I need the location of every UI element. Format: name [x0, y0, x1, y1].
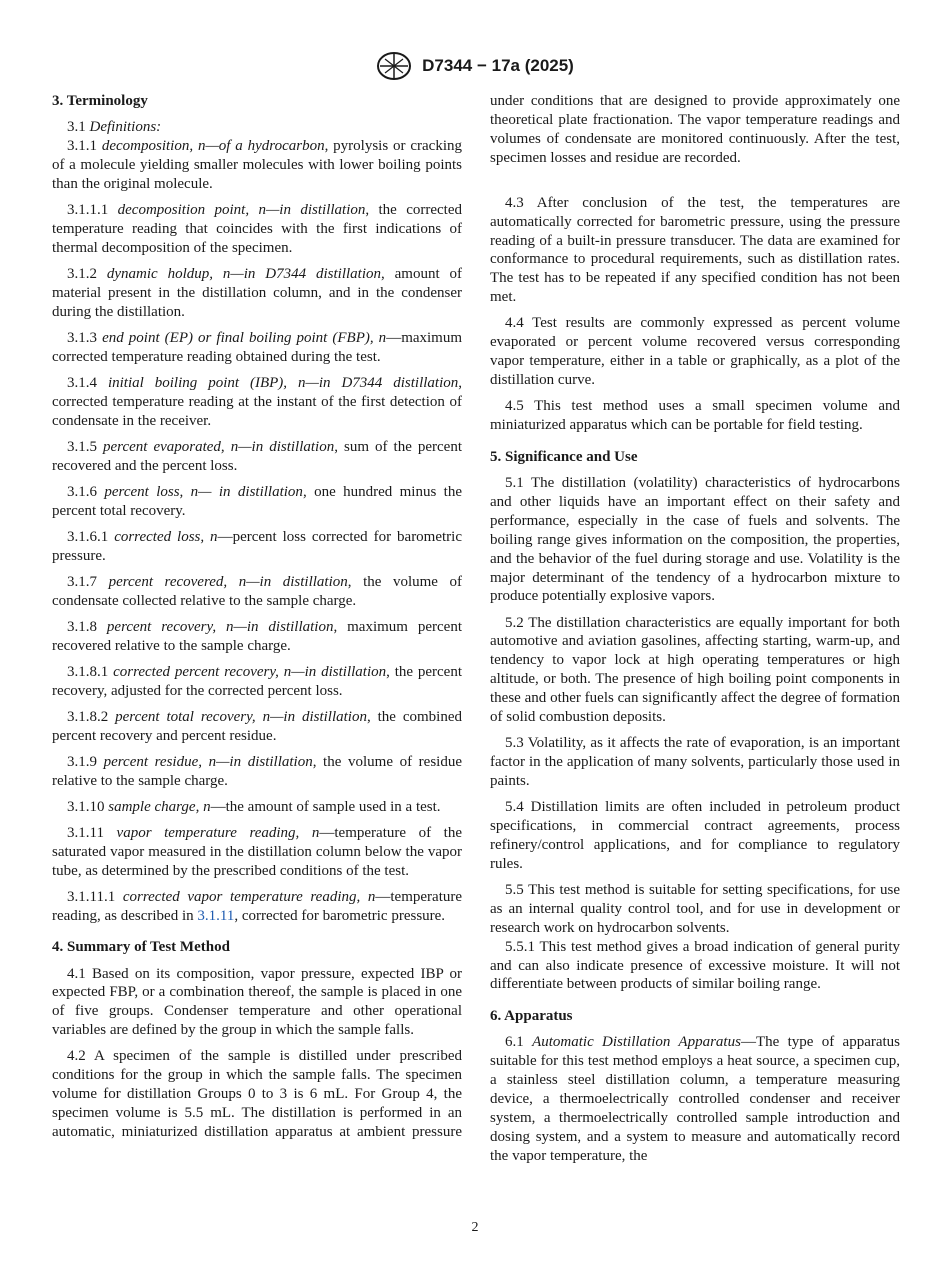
paragraph-6-1: 6.1 Automatic Distillation Apparatus—The type of apparatus suitable for this test method employs a heat source, a specimen cup, a stainless steel distillation column, a temperature measuring device, a thermoelectrically controlled condenser and receiver system, a thermoelectrically controlled sample introduction and dosing system, and a system to measure and automatically record the vapor temperature, the	[490, 1034, 901, 1164]
paragraph-3-1-8-2: 3.1.8.2 percent total recovery, n—in distillation, the combined percent recovery and percent residue.	[52, 708, 462, 744]
paragraph-3-1-3: 3.1.3 end point (EP) or final boiling point (FBP), n—maximum corrected temperature reading obtained during the test.	[52, 329, 463, 365]
paragraph-3-1: 3.1 Definitions:	[67, 119, 162, 136]
paragraph-4-5: 4.5 This test method uses a small specimen volume and miniaturized apparatus which can be portable for field testing.	[490, 398, 900, 434]
section-heading-terminology: 3. Terminology	[52, 93, 148, 109]
paragraph-4-2-overflow: under conditions that are designed to provide approximately one theoretical plate fractionation. The vapor temperature readings and volumes of condensate are monitored continuously. After the test, specimen losses and residue are recorded.	[490, 93, 900, 166]
paragraph-5-5-1: 5.5.1 This test method gives a broad indication of general purity and can also indicate presence of excessive moisture. It will not differentiate between products of similar boiling range.	[490, 938, 900, 993]
paragraph-3-1-10: 3.1.10 sample charge, n—the amount of sample used in a test.	[67, 798, 441, 815]
paragraph-3-1-7: 3.1.7 percent recovered, n—in distillation, the volume of condensate collected relative to the sample charge.	[52, 573, 462, 609]
paragraph-4-1: 4.1 Based on its composition, vapor pressure, expected IBP or expected FBP, or a combination thereof, the sample is placed in one of five groups. Condenser temperature and other operational variables are defined by the group in which the sample falls.	[52, 965, 462, 1039]
paragraph-3-1-2: 3.1.2 dynamic holdup, n—in D7344 distillation, amount of material present in the distillation column, and in the condenser during the distillation.	[52, 265, 462, 320]
left-column	[52, 92, 462, 1149]
section-heading-summary: 4. Summary of Test Method	[52, 939, 230, 956]
paragraph-3-1-6-1: 3.1.6.1 corrected loss, n—percent loss corrected for barometric pressure.	[52, 528, 462, 564]
paragraph-3-1-11: 3.1.11 vapor temperature reading, n—temperature of the saturated vapor measured in the distillation column below the vapor tube, as determined by the prescribed conditions of the test.	[52, 824, 462, 879]
page-number: 2	[471, 1220, 479, 1235]
paragraph-3-1-8-1: 3.1.8.1 corrected percent recovery, n—in distillation, the percent recovery, adjusted for the corrected percent loss.	[52, 663, 463, 699]
paragraph-5-5: 5.5 This test method is suitable for setting specifications, for use as an internal quality control tool, and for use in development or research work on hydrocarbon solvents.	[490, 881, 900, 936]
document-id: D7344 − 17a (2025)	[422, 56, 574, 75]
paragraph-3-1-1: 3.1.1 decomposition, n—of a hydrocarbon, pyrolysis or cracking of a molecule yielding smaller molecules with lower boiling points than the original molecule.	[52, 138, 463, 192]
paragraph-4-2-continued	[490, 92, 900, 187]
paragraph-3-1-1-1: 3.1.1.1 decomposition point, n—in distillation, the corrected temperature reading that coincides with the first indications of thermal decomposition of the specimen.	[52, 201, 462, 256]
paragraph-5-3: 5.3 Volatility, as it affects the rate of evaporation, is an important factor in the application of many solvents, particularly those used in paints.	[490, 735, 900, 789]
paragraph-5-4: 5.4 Distillation limits are often included in petroleum product specifications, in commercial contract agreements, process refinery/control applications, and for compliance to regulatory rules.	[490, 799, 900, 872]
page-header	[0, 50, 950, 90]
paragraph-3-1-8: 3.1.8 percent recovery, n—in distillation, maximum percent recovered relative to the sample charge.	[52, 618, 463, 654]
paragraph-3-1-9: 3.1.9 percent residue, n—in distillation, the volume of residue relative to the sample charge.	[52, 753, 462, 789]
paragraph-3-1-4: 3.1.4 initial boiling point (IBP), n—in D7344 distillation, corrected temperature reading at the instant of the first detection of condensate in the receiver.	[52, 374, 462, 429]
cross-reference-link[interactable]: 3.1.11	[197, 907, 235, 924]
paragraph-3-1-6: 3.1.6 percent loss, n— in distillation, one hundred minus the percent total recovery.	[52, 483, 463, 519]
paragraph-4-4: 4.4 Test results are commonly expressed as percent volume evaporated or percent volume recovered versus corresponding vapor temperature, either in a table or graphically, as a plot of the distillation curve.	[490, 315, 900, 389]
section-heading-apparatus: 6. Apparatus	[490, 1008, 573, 1025]
paragraph-5-1: 5.1 The distillation (volatility) characteristics of hydrocarbons and other liquids have an important effect on their safety and performance, especially in the case of fuels and solvents. The boiling range gives information on the composition, the properties, and the behavior of the fuel during storage and use. Volatility is the major determinant of the tendency of a hydrocarbon mixture to produce potentially explosive vapors.	[490, 475, 900, 605]
astm-logo-icon	[376, 50, 412, 82]
section-heading-significance: 5. Significance and Use	[490, 448, 638, 465]
paragraph-4-3: 4.3 After conclusion of the test, the temperatures are automatically corrected for barometric pressure, using the pressure reading of a built-in pressure transducer. The data are examined for conformance to procedural requirements, such as distillation rates. The test has to be repeated if any specified condition has not been met.	[490, 194, 900, 306]
paragraph-4-2: 4.2 A specimen of the sample is distilled under prescribed conditions for the group in which the sample falls. The specimen volume for distillation Groups 0 to 3 is 6 mL. For Group 4, the specimen volume is 5.5 mL. The distillation is performed in an automatic, miniaturized distillation apparatus at ambient pressure	[52, 1048, 462, 1140]
paragraph-3-1-5: 3.1.5 percent evaporated, n—in distillation, sum of the percent recovered and the percent loss.	[52, 438, 462, 474]
right-column	[490, 92, 900, 1173]
paragraph-5-2: 5.2 The distillation characteristics are equally important for both automotive and aviation gasolines, affecting starting, warm-up, and tendency to vapor lock at high operating temperatures or high altitude, or both. The presence of high boiling point components in these and other fuels can significantly affect the degree of formation of solid combustion deposits.	[490, 614, 900, 726]
paragraph-3-1-11-1: 3.1.11.1 corrected vapor temperature reading, n—temperature reading, as described in 3.1.11, corrected for barometric pressure.	[52, 888, 463, 924]
